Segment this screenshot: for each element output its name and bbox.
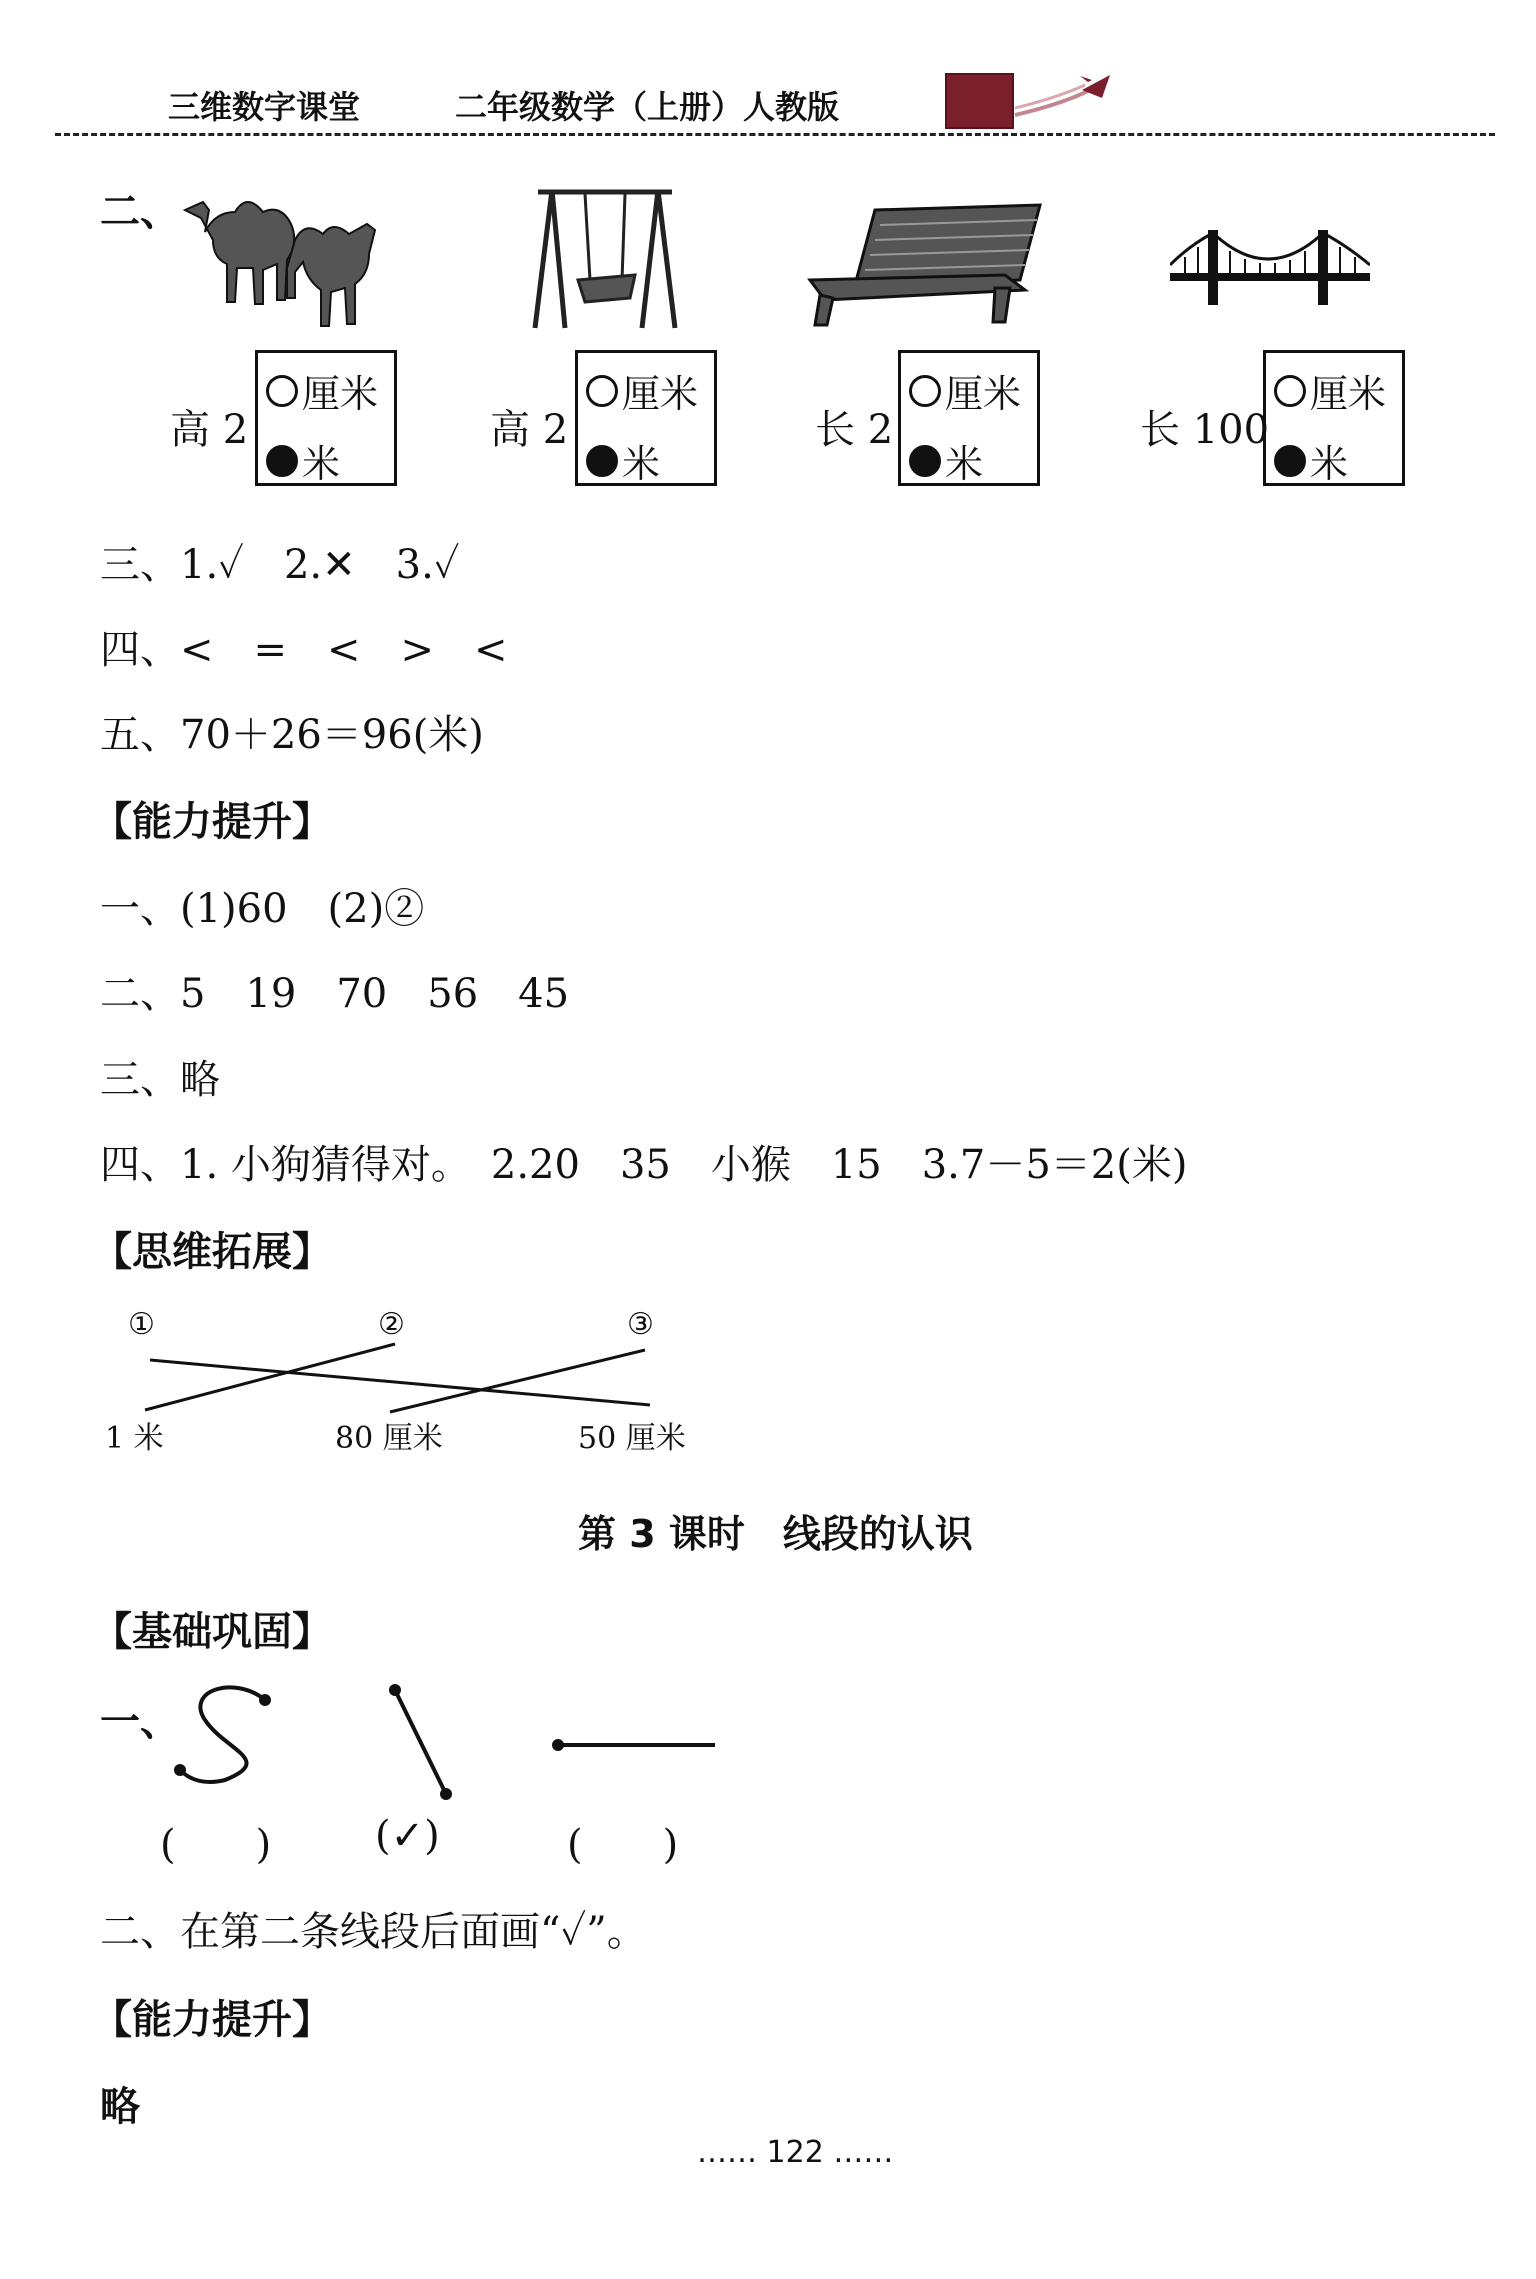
match-top-2: ② <box>378 1307 405 1342</box>
section-title-thinking: 【思维拓展】 <box>92 1229 332 1275</box>
answer-bracket-1: ( ) <box>160 1822 272 1868</box>
unit-option-m: 米 <box>622 442 661 486</box>
filled-circle-icon <box>1274 445 1306 477</box>
section-title-ability-2: 【能力提升】 <box>92 1997 332 2043</box>
section-title-ability: 【能力提升】 <box>92 799 332 845</box>
bench-length-label: 长 2 <box>815 407 894 453</box>
page-number: 122 <box>766 2135 824 2170</box>
camel-height-label: 高 2 <box>170 407 249 453</box>
header-divider <box>55 133 1495 136</box>
ability-q4: 四、1. 小狗猜得对。 2.20 35 小猴 15 3.7－5＝2(米) <box>100 1142 1188 1188</box>
filled-circle-icon <box>586 445 618 477</box>
ability-q3: 三、略 <box>100 1057 220 1103</box>
swing-icon <box>530 180 680 330</box>
unit-option-m: 米 <box>302 442 341 486</box>
camel-unit-box <box>255 350 397 486</box>
unit-option-cm: 厘米 <box>945 372 1022 416</box>
basics-q2: 二、在第二条线段后面画“✓”。 <box>100 1909 647 1955</box>
unit-option-m: 米 <box>945 442 984 486</box>
bridge-length-label: 长 100 <box>1140 407 1270 453</box>
answer-bracket-3: ( ) <box>567 1822 679 1868</box>
basics-q1-prefix: 一、 <box>100 1698 180 1745</box>
unit-option-cm: 厘米 <box>1310 372 1387 416</box>
empty-circle-icon <box>909 375 941 407</box>
page-number-row <box>697 2135 893 2170</box>
ability-2-answer: 略 <box>100 2083 140 2130</box>
header-book-title: 二年级数学（上册）人教版 <box>455 88 840 126</box>
dots-left: …… <box>697 2135 757 2170</box>
match-top-1: ① <box>128 1307 155 1342</box>
q5-answer: 五、70＋26＝96(米) <box>100 712 484 758</box>
lesson-title: 第 3 课时 线段的认识 <box>578 1512 973 1556</box>
match-bottom-3: 50 厘米 <box>578 1421 686 1456</box>
unit-option-m: 米 <box>1310 442 1349 486</box>
bench-icon <box>805 200 1045 330</box>
filled-circle-icon <box>266 445 298 477</box>
header-logo-box <box>945 73 1014 129</box>
bridge-icon <box>1170 225 1370 305</box>
bridge-unit-box <box>1263 350 1405 486</box>
unit-option-cm: 厘米 <box>302 372 379 416</box>
empty-circle-icon <box>1274 375 1306 407</box>
ability-q2: 二、5 19 70 56 45 <box>100 971 570 1017</box>
unit-option-cm: 厘米 <box>622 372 699 416</box>
rocket-icon <box>1010 70 1120 125</box>
swing-height-label: 高 2 <box>490 407 569 453</box>
empty-circle-icon <box>266 375 298 407</box>
curve-figure <box>165 1680 285 1790</box>
filled-circle-icon <box>909 445 941 477</box>
camel-icon <box>170 180 410 330</box>
q2-prefix: 二、 <box>100 188 180 235</box>
ability-q1: 一、(1)60 (2)② <box>100 886 425 932</box>
ray-figure <box>550 1735 720 1755</box>
line-segment-figure <box>380 1678 460 1808</box>
section-title-basics: 【基础巩固】 <box>92 1609 332 1655</box>
bench-unit-box <box>898 350 1040 486</box>
matching-lines <box>100 1340 700 1420</box>
dots-right: …… <box>833 2135 894 2170</box>
answer-bracket-2: (✓) <box>375 1813 440 1859</box>
match-bottom-1: 1 米 <box>105 1421 164 1456</box>
swing-unit-box <box>575 350 717 486</box>
empty-circle-icon <box>586 375 618 407</box>
q4-answers: 四、< = < > < <box>100 627 508 673</box>
match-top-3: ③ <box>627 1307 654 1342</box>
header-series: 三维数字课堂 <box>168 88 361 126</box>
match-bottom-2: 80 厘米 <box>335 1421 443 1456</box>
q3-answers: 三、1.✓ 2.✕ 3.✓ <box>100 542 460 588</box>
